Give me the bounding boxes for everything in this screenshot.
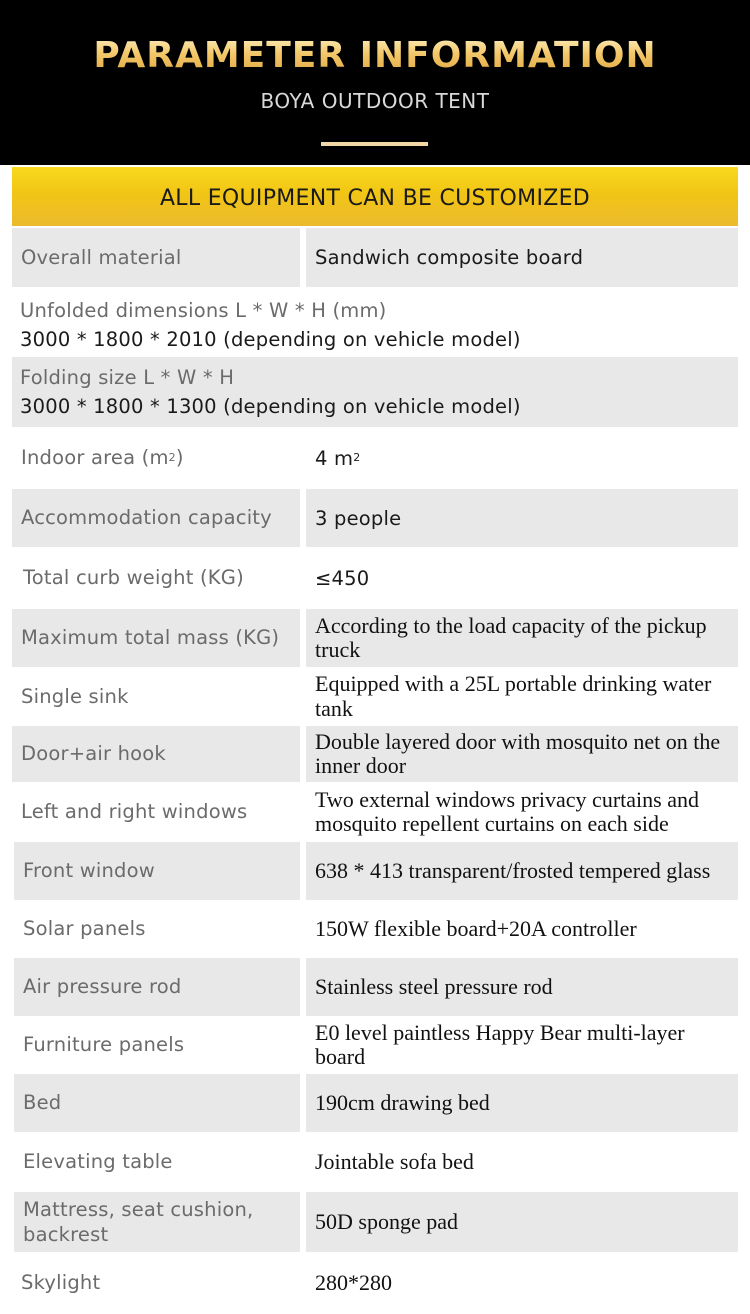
spec-value-left-right-windows: Two external windows privacy curtains and mosquito repellent curtains on each side bbox=[315, 786, 699, 836]
spec-label-air-pressure-rod: Air pressure rod bbox=[14, 958, 300, 1016]
spec-value-maximum-total-mass: According to the load capacity of the pickup truck bbox=[306, 609, 738, 667]
spec-value-single-sink: Equipped with a 25L portable drinking water tank bbox=[315, 671, 712, 721]
indoor-area-label-text: Indoor area (m bbox=[21, 446, 169, 470]
spec-label-accommodation-capacity: Accommodation capacity bbox=[12, 489, 300, 547]
spec-label-bed: Bed bbox=[14, 1074, 300, 1132]
spec-label-unfolded-dimensions: Unfolded dimensions L * W * H (mm) bbox=[20, 299, 387, 322]
spec-label-left-right-windows: Left and right windows bbox=[21, 800, 248, 824]
spec-value-solar-panels: 150W flexible board+20A controller bbox=[315, 915, 637, 941]
spec-label-total-curb-weight: Total curb weight (KG) bbox=[23, 566, 244, 590]
spec-label-maximum-total-mass: Maximum total mass (KG) bbox=[12, 609, 300, 667]
spec-label-overall-material: Overall material bbox=[12, 228, 300, 287]
header-banner bbox=[0, 0, 750, 165]
spec-value-door-air-hook: Double layered door with mosquito net on the inner door bbox=[306, 726, 738, 782]
spec-value-bed: 190cm drawing bed bbox=[306, 1074, 738, 1132]
spec-value-mattress: 50D sponge pad bbox=[306, 1192, 738, 1252]
indoor-area-label-end: ) bbox=[175, 446, 184, 470]
spec-value-elevating-table: Jointable sofa bed bbox=[315, 1148, 474, 1174]
spec-label-solar-panels: Solar panels bbox=[23, 917, 146, 941]
spec-label-folding-size: Folding size L * W * H bbox=[20, 366, 235, 389]
spec-label-furniture-panels: Furniture panels bbox=[23, 1033, 185, 1057]
spec-row-unfolded-dimensions bbox=[12, 289, 738, 355]
spec-label-skylight: Skylight bbox=[21, 1271, 101, 1295]
spec-value-unfolded-dimensions: 3000 * 1800 * 2010 (depending on vehicle model) bbox=[20, 328, 521, 351]
spec-value-accommodation-capacity: 3 people bbox=[306, 489, 738, 547]
spec-value-air-pressure-rod: Stainless steel pressure rod bbox=[306, 958, 738, 1016]
spec-row-folding-size bbox=[12, 357, 738, 427]
indoor-area-value-text: 4 m bbox=[315, 446, 354, 470]
spec-label-door-air-hook: Door+air hook bbox=[12, 726, 300, 782]
title-underline bbox=[321, 142, 428, 146]
spec-value-furniture-panels: E0 level paintless Happy Bear multi-layer board bbox=[315, 1019, 685, 1069]
spec-label-front-window: Front window bbox=[14, 842, 300, 900]
customize-banner-text: ALL EQUIPMENT CAN BE CUSTOMIZED bbox=[159, 186, 591, 211]
spec-value-front-window: 638 * 413 transparent/frosted tempered glass bbox=[306, 842, 738, 900]
spec-label-indoor-area: Indoor area (m 2 ) bbox=[21, 446, 184, 470]
spec-label-single-sink: Single sink bbox=[21, 684, 129, 708]
spec-value-indoor-area: 4 m 2 bbox=[315, 446, 361, 470]
spec-label-elevating-table: Elevating table bbox=[23, 1150, 173, 1174]
spec-value-skylight: 280*280 bbox=[315, 1269, 392, 1295]
customize-banner bbox=[12, 167, 738, 226]
page-subtitle: BOYA OUTDOOR TENT bbox=[260, 89, 490, 113]
spec-value-total-curb-weight: ≤450 bbox=[315, 566, 370, 590]
spec-value-folding-size: 3000 * 1800 * 1300 (depending on vehicle model) bbox=[20, 395, 521, 418]
spec-value-overall-material: Sandwich composite board bbox=[306, 228, 738, 287]
spec-label-mattress: Mattress, seat cushion, backrest bbox=[14, 1192, 300, 1252]
page-title: PARAMETER INFORMATION bbox=[0, 35, 750, 76]
